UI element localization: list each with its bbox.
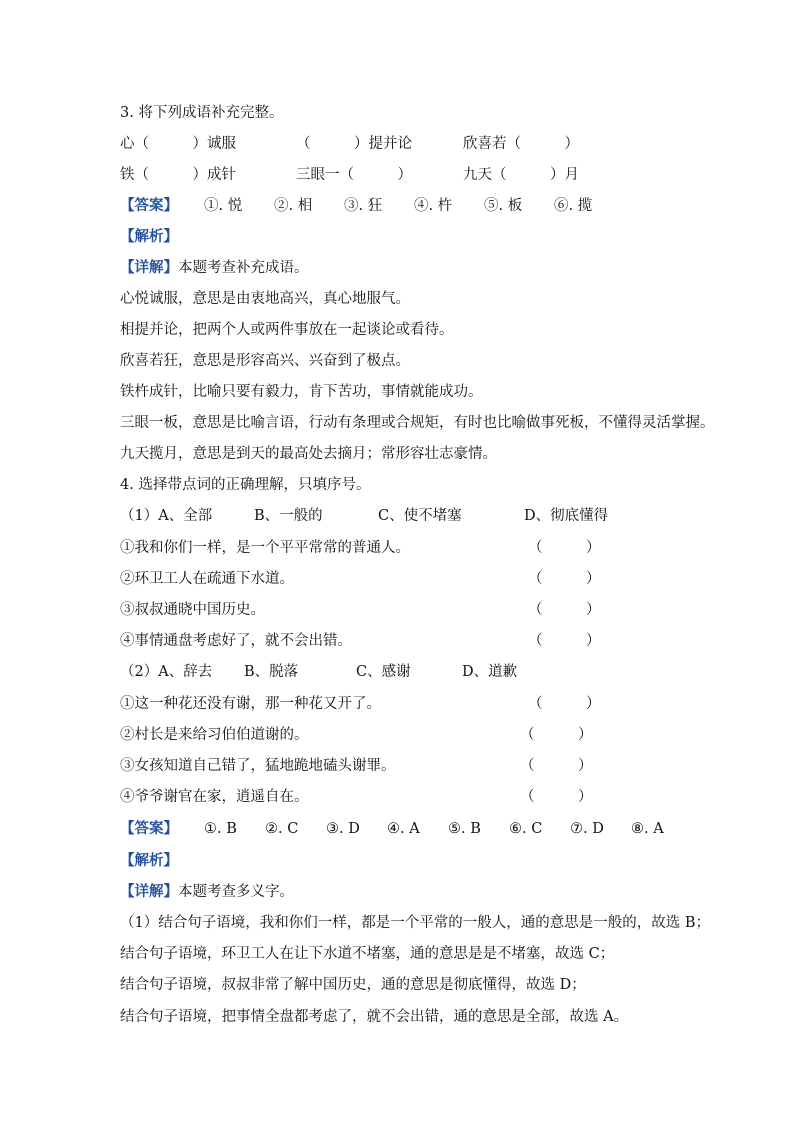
item-text: ①这一种花还没有谢，那一种花又开了。 [120,696,381,712]
explanation-line: 结合句子语境，环卫工人在让下水道不堵塞，通的意思是是不堵塞，故选 C； [120,946,615,962]
idiom-blank-1: 心（ ）诚服 [120,136,236,152]
idiom-blank-6: 九天（ ）月 [463,167,579,183]
answer-item: ③. D [326,821,360,837]
option-c: C、使不堵塞 [378,508,462,524]
item-text: ②村长是来给习伯伯道谢的。 [120,727,309,743]
idiom-blank-2: （ ）提并论 [296,136,412,152]
explanation-line: 欣喜若狂，意思是形容高兴、兴奋到了极点。 [120,353,410,369]
analysis-tag: 【解析】 [120,852,178,869]
item-text: ③女孩知道自己错了，猛地跪地磕头谢罪。 [120,758,396,774]
option-b: B、一般的 [254,508,323,524]
answer-item: ⑤. B [448,821,481,837]
explanation-line: 心悦诚服，意思是由衷地高兴，真心地服气。 [120,291,410,307]
explanation-line: 结合句子语境，叔叔非常了解中国历史，通的意思是彻底懂得，故选 D； [120,977,586,993]
explanation-line: 三眼一板，意思是比喻言语，行动有条理或合规矩，有时也比喻做事死板，不懂得灵活掌握。 [120,415,715,431]
detail-line [120,883,294,901]
item-text: ④爷爷谢官在家，逍遥自在。 [120,789,309,805]
item-text: ④事情通盘考虑好了，就不会出错。 [120,633,352,649]
answer-blank: （ ） [528,571,601,587]
answer-blank: （ ） [528,540,601,556]
detail-intro: 本题考查多义字。 [178,884,294,900]
detail-tag: 【详解】 [120,259,178,276]
answer-blank: （ ） [520,727,593,743]
answer-item: ②. 相 [274,198,313,214]
answer-tag: 【答案】 [120,197,178,214]
answer-item: ①. B [204,821,237,837]
answer-item: ③. 狂 [344,198,383,214]
explanation-line: 相提并论，把两个人或两件事放在一起谈论或看待。 [120,322,454,338]
question-3-title: 3. 将下列成语补充完整。 [120,105,284,121]
question-4-title: 4. 选择带点词的正确理解，只填序号。 [120,477,371,493]
answer-item: ⑥. 揽 [554,198,593,214]
answer-blank: （ ） [528,633,601,649]
answer-blank: （ ） [528,602,601,618]
answer-item: ⑦. D [570,821,604,837]
option-d: D、道歉 [462,664,518,680]
answer-blank: （ ） [528,696,601,712]
explanation-line: （1）结合句子语境，我和你们一样，都是一个平常的一般人，通的意思是一般的，故选 B； [120,915,710,931]
detail-tag: 【详解】 [120,883,178,900]
analysis-tag: 【解析】 [120,228,178,245]
idiom-blank-3: 欣喜若（ ） [463,136,579,152]
answer-item: ④. A [387,821,420,837]
item-text: ②环卫工人在疏通下水道。 [120,571,294,587]
answer-item: ②. C [265,821,299,837]
detail-intro: 本题考查补充成语。 [178,260,309,276]
answer-item: ④. 杵 [414,198,453,214]
answer-item: ⑥. C [509,821,543,837]
answer-blank: （ ） [520,758,593,774]
detail-line [120,259,309,277]
explanation-line: 九天揽月，意思是到天的最高处去摘月；常形容壮志豪情。 [120,446,497,462]
item-text: ①我和你们一样，是一个平平常常的普通人。 [120,540,410,556]
item-text: ③叔叔通晓中国历史。 [120,602,265,618]
option-c: C、感谢 [356,664,411,680]
option-d: D、彻底懂得 [524,508,609,524]
answer-blank: （ ） [520,789,593,805]
option-b: B、脱落 [244,664,299,680]
idiom-blank-5: 三眼一（ ） [296,167,412,183]
explanation-line: 结合句子语境，把事情全盘都考虑了，就不会出错，通的意思是全部，故选 A。 [120,1009,629,1025]
answer-item: ①. 悦 [204,198,243,214]
explanation-line: 铁杵成针，比喻只要有毅力，肯下苦功，事情就能成功。 [120,384,483,400]
option-a: （1）A、全部 [120,508,213,524]
idiom-blank-4: 铁（ ）成针 [120,167,236,183]
option-a: （2）A、辞去 [120,664,213,680]
answer-item: ⑤. 板 [484,198,523,214]
answer-tag: 【答案】 [120,820,178,837]
answer-item: ⑧. A [631,821,664,837]
